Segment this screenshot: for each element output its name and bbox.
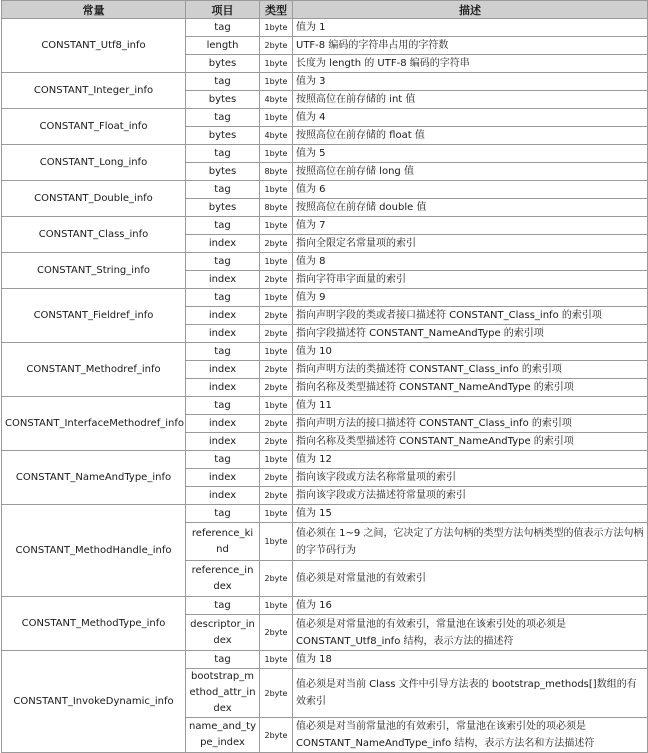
description-cell: 值必须是对常量池的有效索引 (293, 561, 648, 597)
type-cell: 1byte (260, 253, 293, 271)
item-cell: index (186, 415, 260, 433)
description-cell: 按照高位在前存储的 float 值 (293, 127, 648, 145)
type-cell: 2byte (260, 487, 293, 505)
constant-name-cell: CONSTANT_Methodref_info (2, 343, 186, 397)
constant-name-cell: CONSTANT_Integer_info (2, 73, 186, 109)
type-cell: 1byte (260, 523, 293, 561)
description-cell: 指向该字段或方法描述符常量项的索引 (293, 487, 648, 505)
item-cell: tag (186, 217, 260, 235)
description-cell: 值为 16 (293, 597, 648, 615)
table-row (2, 343, 648, 361)
type-cell: 8byte (260, 163, 293, 181)
item-cell: name_and_type_index (186, 718, 260, 753)
type-cell: 1byte (260, 109, 293, 127)
type-cell: 2byte (260, 235, 293, 253)
item-cell: tag (186, 343, 260, 361)
item-cell: bytes (186, 127, 260, 145)
table-row (2, 19, 648, 37)
type-cell: 2byte (260, 718, 293, 753)
table-row (2, 253, 648, 271)
item-cell: index (186, 271, 260, 289)
type-cell: 2byte (260, 325, 293, 343)
table-row (2, 73, 648, 91)
item-cell: bootstrap_method_attr_index (186, 669, 260, 718)
item-cell: index (186, 379, 260, 397)
type-cell: 8byte (260, 199, 293, 217)
description-cell: 按照高位在前存储的 int 值 (293, 91, 648, 109)
item-cell: tag (186, 181, 260, 199)
description-cell: 值为 10 (293, 343, 648, 361)
item-cell: tag (186, 451, 260, 469)
description-cell: 指向声明方法的接口描述符 CONSTANT_Class_info 的索引项 (293, 415, 648, 433)
description-cell: 指向声明字段的类或者接口描述符 CONSTANT_Class_info 的索引项 (293, 307, 648, 325)
description-cell: 值为 12 (293, 451, 648, 469)
table-row (2, 181, 648, 199)
description-cell: 值为 6 (293, 181, 648, 199)
type-cell: 1byte (260, 73, 293, 91)
table-row (2, 597, 648, 615)
type-cell: 2byte (260, 415, 293, 433)
constant-name-cell: CONSTANT_NameAndType_info (2, 451, 186, 505)
constant-name-cell: CONSTANT_MethodHandle_info (2, 505, 186, 597)
description-cell: 指向全限定名常量项的索引 (293, 235, 648, 253)
description-cell: 指向字符串字面量的索引 (293, 271, 648, 289)
item-cell: bytes (186, 55, 260, 73)
description-cell: 指向声明方法的类描述符 CONSTANT_Class_info 的索引项 (293, 361, 648, 379)
item-cell: tag (186, 19, 260, 37)
header-row (2, 1, 648, 19)
item-cell: index (186, 469, 260, 487)
table-row (2, 651, 648, 669)
description-cell: 值为 3 (293, 73, 648, 91)
description-cell: 值必须是对常量池的有效索引，常量池在该索引处的项必须是 CONSTANT_Utf8_info 结构，表示方法的描述符 (293, 615, 648, 651)
description-cell: UTF-8 编码的字符串占用的字符数 (293, 37, 648, 55)
type-cell: 1byte (260, 289, 293, 307)
type-cell: 4byte (260, 127, 293, 145)
description-cell: 指向该字段或方法名称常量项的索引 (293, 469, 648, 487)
header-description: 描述 (293, 1, 648, 19)
table-row (2, 145, 648, 163)
type-cell: 1byte (260, 343, 293, 361)
item-cell: tag (186, 505, 260, 523)
item-cell: tag (186, 289, 260, 307)
table-row (2, 451, 648, 469)
constant-name-cell: CONSTANT_Float_info (2, 109, 186, 145)
description-cell: 值必须是对当前 Class 文件中引导方法表的 bootstrap_methods[]数组的有效索引 (293, 669, 648, 718)
type-cell: 2byte (260, 271, 293, 289)
type-cell: 2byte (260, 307, 293, 325)
table-row (2, 217, 648, 235)
type-cell: 2byte (260, 669, 293, 718)
type-cell: 2byte (260, 469, 293, 487)
item-cell: index (186, 361, 260, 379)
constant-name-cell: CONSTANT_MethodType_info (2, 597, 186, 651)
type-cell: 1byte (260, 505, 293, 523)
description-cell: 按照高位在前存储 double 值 (293, 199, 648, 217)
item-cell: tag (186, 109, 260, 127)
type-cell: 2byte (260, 433, 293, 451)
description-cell: 值为 4 (293, 109, 648, 127)
item-cell: bytes (186, 199, 260, 217)
type-cell: 2byte (260, 615, 293, 651)
item-cell: reference_index (186, 561, 260, 597)
type-cell: 1byte (260, 451, 293, 469)
constant-name-cell: CONSTANT_Double_info (2, 181, 186, 217)
type-cell: 1byte (260, 55, 293, 73)
item-cell: bytes (186, 91, 260, 109)
constant-pool-table (1, 0, 648, 753)
type-cell: 2byte (260, 561, 293, 597)
table-row (2, 109, 648, 127)
item-cell: descriptor_index (186, 615, 260, 651)
item-cell: tag (186, 253, 260, 271)
type-cell: 1byte (260, 19, 293, 37)
constant-name-cell: CONSTANT_Fieldref_info (2, 289, 186, 343)
item-cell: length (186, 37, 260, 55)
item-cell: index (186, 235, 260, 253)
table-row (2, 289, 648, 307)
description-cell: 值必须在 1~9 之间，它决定了方法句柄的类型方法句柄类型的值表示方法句柄的字节码行为 (293, 523, 648, 561)
table-body (2, 19, 648, 753)
item-cell: tag (186, 651, 260, 669)
header-item: 项目 (186, 1, 260, 19)
description-cell: 长度为 length 的 UTF-8 编码的字符串 (293, 55, 648, 73)
type-cell: 2byte (260, 37, 293, 55)
item-cell: index (186, 325, 260, 343)
item-cell: index (186, 307, 260, 325)
description-cell: 按照高位在前存储 long 值 (293, 163, 648, 181)
type-cell: 1byte (260, 397, 293, 415)
description-cell: 指向名称及类型描述符 CONSTANT_NameAndType 的索引项 (293, 379, 648, 397)
type-cell: 4byte (260, 91, 293, 109)
type-cell: 2byte (260, 361, 293, 379)
item-cell: tag (186, 145, 260, 163)
item-cell: reference_kind (186, 523, 260, 561)
type-cell: 1byte (260, 181, 293, 199)
description-cell: 值为 11 (293, 397, 648, 415)
description-cell: 指向名称及类型描述符 CONSTANT_NameAndType 的索引项 (293, 433, 648, 451)
description-cell: 值为 8 (293, 253, 648, 271)
constant-name-cell: CONSTANT_Utf8_info (2, 19, 186, 73)
description-cell: 值必须是对当前常量池的有效索引，常量池在该索引处的项必须是 CONSTANT_NameAndType_info 结构，表示方法名和方法描述符 (293, 718, 648, 753)
type-cell: 1byte (260, 145, 293, 163)
item-cell: tag (186, 73, 260, 91)
item-cell: tag (186, 597, 260, 615)
item-cell: tag (186, 397, 260, 415)
item-cell: index (186, 487, 260, 505)
header-type: 类型 (260, 1, 293, 19)
constant-name-cell: CONSTANT_String_info (2, 253, 186, 289)
header-constant: 常量 (2, 1, 186, 19)
type-cell: 1byte (260, 651, 293, 669)
item-cell: bytes (186, 163, 260, 181)
description-cell: 值为 18 (293, 651, 648, 669)
description-cell: 值为 9 (293, 289, 648, 307)
constant-name-cell: CONSTANT_InterfaceMethodref_info (2, 397, 186, 451)
item-cell: index (186, 433, 260, 451)
table-row (2, 397, 648, 415)
constant-name-cell: CONSTANT_Class_info (2, 217, 186, 253)
type-cell: 1byte (260, 597, 293, 615)
constant-name-cell: CONSTANT_Long_info (2, 145, 186, 181)
type-cell: 2byte (260, 379, 293, 397)
table-row (2, 505, 648, 523)
type-cell: 1byte (260, 217, 293, 235)
description-cell: 指向字段描述符 CONSTANT_NameAndType 的索引项 (293, 325, 648, 343)
description-cell: 值为 15 (293, 505, 648, 523)
description-cell: 值为 1 (293, 19, 648, 37)
constant-name-cell: CONSTANT_InvokeDynamic_info (2, 651, 186, 753)
description-cell: 值为 7 (293, 217, 648, 235)
description-cell: 值为 5 (293, 145, 648, 163)
